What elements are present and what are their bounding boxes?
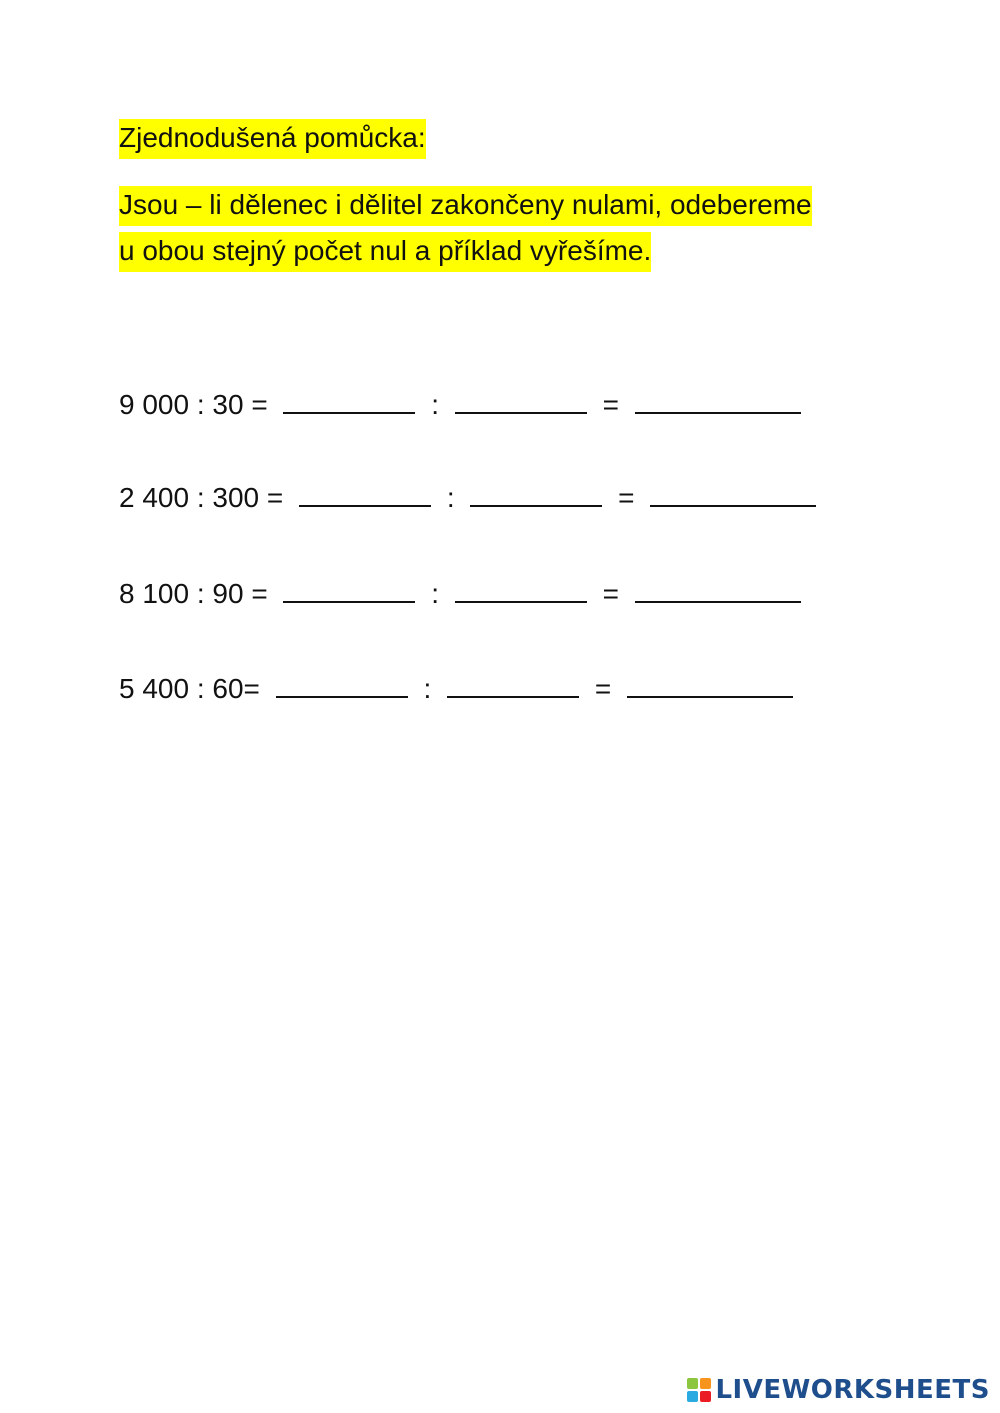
hint-line-1-text: Jsou – li dělenec i dělitel zakončeny nulami, odebereme — [119, 186, 812, 226]
hint-line-2 — [119, 228, 812, 274]
answer-blank-divisor[interactable] — [455, 579, 587, 603]
logo-square-blue — [687, 1391, 698, 1402]
liveworksheets-logo — [687, 1375, 990, 1405]
answer-blank-result[interactable] — [650, 483, 816, 507]
hint-line-2-text: u obou stejný počet nul a příklad vyřešíme. — [119, 232, 651, 272]
logo-square-orange — [700, 1378, 711, 1389]
equals-sign: = — [602, 389, 619, 420]
answer-blank-result[interactable] — [635, 579, 801, 603]
answer-blank-result[interactable] — [627, 674, 793, 698]
answer-blank-dividend[interactable] — [283, 579, 415, 603]
equals-sign: = — [594, 673, 612, 704]
logo-square-red — [700, 1391, 711, 1402]
divide-sign: : — [423, 673, 432, 704]
answer-blank-dividend[interactable] — [276, 674, 408, 698]
hint-title-text: Zjednodušená pomůcka: — [119, 119, 426, 159]
equals-sign: = — [602, 578, 619, 609]
divide-sign: : — [431, 389, 440, 420]
exercise-problem: 5 400 : 60= — [119, 673, 260, 704]
logo-square-green — [687, 1378, 698, 1389]
exercise-problem: 8 100 : 90 = — [119, 578, 268, 609]
hint-title — [119, 122, 426, 154]
exercise-problem: 9 000 : 30 = — [119, 389, 268, 420]
answer-blank-divisor[interactable] — [470, 483, 602, 507]
hint-body — [119, 182, 812, 274]
answer-blank-dividend[interactable] — [283, 390, 415, 414]
exercise-problem: 2 400 : 300 = — [119, 482, 284, 513]
answer-blank-divisor[interactable] — [455, 390, 587, 414]
hint-line-1 — [119, 182, 812, 228]
liveworksheets-logo-text: LIVEWORKSHEETS — [715, 1375, 990, 1405]
answer-blank-dividend[interactable] — [299, 483, 431, 507]
liveworksheets-logo-icon — [687, 1378, 711, 1402]
equals-sign: = — [618, 482, 635, 513]
exercise-row — [119, 482, 824, 514]
exercise-row — [119, 673, 801, 705]
exercise-row — [119, 389, 809, 421]
exercise-row — [119, 578, 809, 610]
answer-blank-result[interactable] — [635, 390, 801, 414]
divide-sign: : — [446, 482, 455, 513]
answer-blank-divisor[interactable] — [447, 674, 579, 698]
divide-sign: : — [431, 578, 440, 609]
